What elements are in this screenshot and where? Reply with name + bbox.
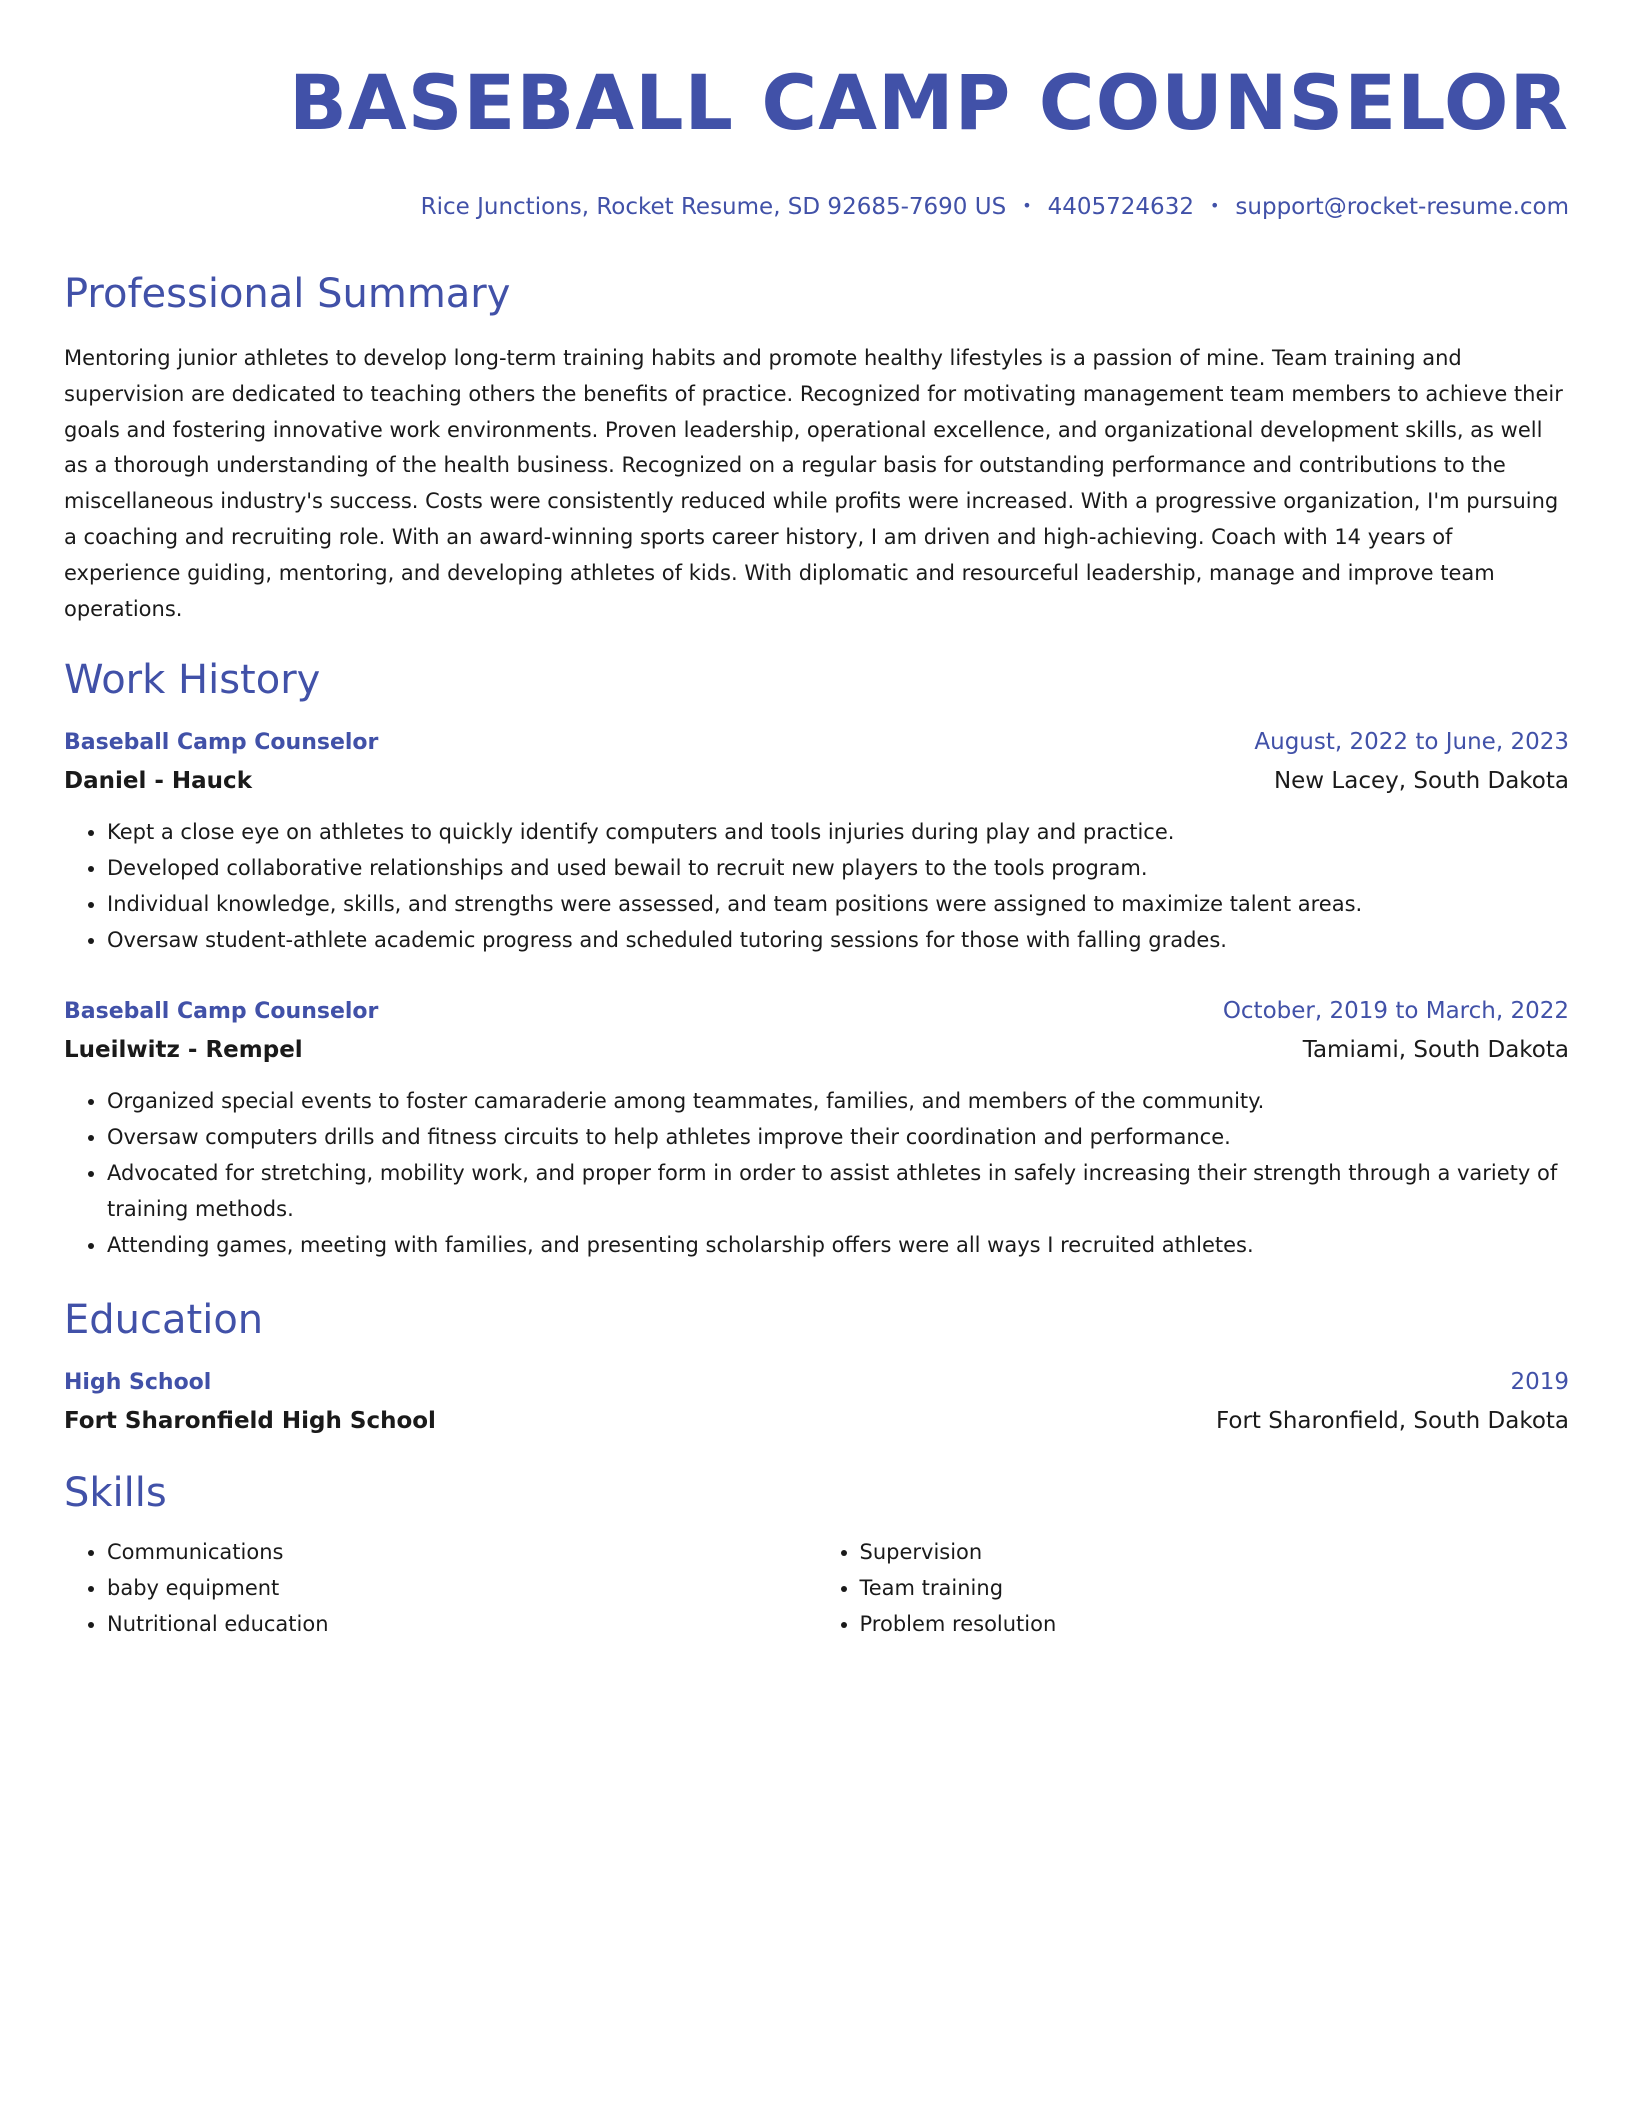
contact-address: Rice Junctions, Rocket Resume, SD 92685-7690 US xyxy=(420,194,1007,220)
education-degree-row xyxy=(64,1363,1569,1402)
section-title-summary: Professional Summary xyxy=(64,271,511,317)
job-bullet: • Attending games, meeting with families, and presenting scholarship offers were all ways I recruited athletes. xyxy=(107,1227,1569,1263)
education-location: Fort Sharonfield, South Dakota xyxy=(1215,1408,1569,1435)
education-section xyxy=(64,1295,1569,1440)
education-degree: High School xyxy=(64,1370,212,1396)
candidate-name: BASEBALL CAMP COUNSELOR xyxy=(288,58,1569,147)
professional-summary-section xyxy=(64,269,1569,627)
contact-separator: • xyxy=(1209,196,1220,215)
section-title-skills: Skills xyxy=(64,1470,167,1517)
job-location: Tamiami, South Dakota xyxy=(1302,1037,1569,1064)
job-bullet-list xyxy=(64,814,1569,958)
job-entry xyxy=(64,723,1569,958)
job-title-row xyxy=(64,723,1569,762)
education-year: 2019 xyxy=(1510,1369,1569,1396)
job-bullet: • Advocated for stretching, mobility work, and proper form in order to assist athletes in safely increasing their strength through a variety of training methods. xyxy=(107,1155,1569,1227)
job-bullet: • Organized special events to foster camaraderie among teammates, families, and members of the community. xyxy=(107,1083,1569,1119)
skills-list-left xyxy=(64,1534,817,1642)
summary-text: Mentoring junior athletes to develop long-term training habits and promote healthy lifestyles is a passion of mine. Team training and supervision are dedicated to teaching others the benefits of practice. Recognized for motivating management team members to achieve their goals and fostering innovative work environments. Proven leadership, operational excellence, and organizational development skills, as well as a thorough understanding of the health business. Recognized on a regular basis for outstanding performance and contributions to the miscellaneous industry's success. Costs were consistently reduced while profits were increased. With a progressive organization, I'm pursuing a coaching and recruiting role. With an award-winning sports career history, I am driven and high-achieving. Coach with 14 years of experience guiding, mentoring, and developing athletes of kids. With diplomatic and resourceful leadership, manage and improve team operations. xyxy=(64,346,1563,621)
job-entry xyxy=(64,992,1569,1263)
section-title-education: Education xyxy=(64,1297,264,1344)
job-bullet: • Developed collaborative relationships and used bewail to recruit new players to the tools program. xyxy=(107,850,1569,886)
contact-email[interactable]: support@rocket-resume.com xyxy=(1235,194,1569,220)
education-entry xyxy=(64,1363,1569,1440)
job-employer-row xyxy=(64,762,1569,800)
contact-line xyxy=(64,194,1569,220)
job-bullet: • Oversaw computers drills and fitness circuits to help athletes improve their coordination and performance. xyxy=(107,1119,1569,1155)
skill-item: • Communications xyxy=(107,1534,817,1570)
education-school: Fort Sharonfield High School xyxy=(64,1408,436,1435)
job-dates: August, 2022 to June, 2023 xyxy=(1254,729,1569,756)
job-title-row xyxy=(64,992,1569,1031)
skills-list-right xyxy=(817,1534,1570,1642)
section-title-work: Work History xyxy=(64,657,321,704)
skill-item: • Problem resolution xyxy=(860,1606,1570,1642)
contact-separator: • xyxy=(1022,196,1032,215)
job-location: New Lacey, South Dakota xyxy=(1273,768,1569,795)
job-dates: October, 2019 to March, 2022 xyxy=(1222,998,1569,1025)
job-title: Baseball Camp Counselor xyxy=(64,730,379,756)
job-employer: Lueilwitz - Rempel xyxy=(64,1037,303,1064)
job-title: Baseball Camp Counselor xyxy=(64,999,379,1025)
education-school-row xyxy=(64,1402,1569,1440)
job-bullet: • Oversaw student-athlete academic progress and scheduled tutoring sessions for those with falling grades. xyxy=(107,922,1569,958)
skills-grid xyxy=(64,1534,1569,1642)
skill-item: • Supervision xyxy=(860,1534,1570,1570)
contact-phone: 4405724632 xyxy=(1047,194,1194,220)
skill-item: • Team training xyxy=(860,1570,1570,1606)
work-history-section xyxy=(64,655,1569,1263)
job-employer-row xyxy=(64,1031,1569,1069)
job-bullet: • Individual knowledge, skills, and strengths were assessed, and team positions were assigned to maximize talent areas. xyxy=(107,886,1569,922)
skill-item: • Nutritional education xyxy=(107,1606,817,1642)
job-bullet: • Kept a close eye on athletes to quickly identify computers and tools injuries during play and practice. xyxy=(107,814,1569,850)
job-bullet-list xyxy=(64,1083,1569,1263)
resume-header xyxy=(64,48,1569,220)
skill-item: • baby equipment xyxy=(107,1570,817,1606)
job-employer: Daniel - Hauck xyxy=(64,768,252,795)
skills-section xyxy=(64,1468,1569,1642)
